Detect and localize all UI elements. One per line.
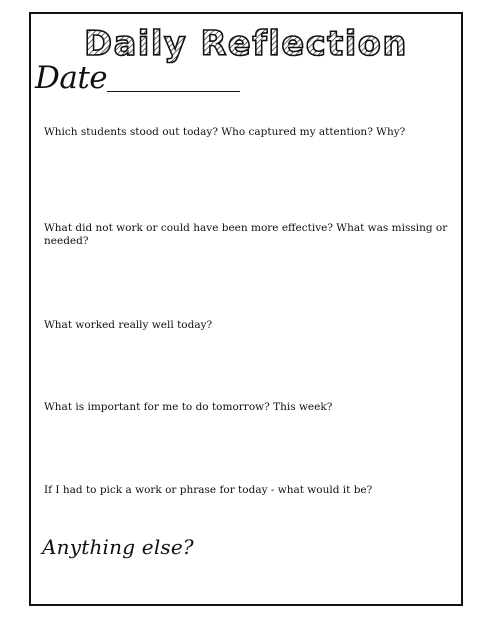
title-text: Daily Reflection: [84, 23, 408, 63]
worksheet-page: [29, 12, 463, 606]
date-underline: [107, 91, 240, 92]
anything-else-heading: Anything else?: [42, 535, 194, 559]
prompt-worked-well: What worked really well today?: [44, 319, 213, 331]
prompt-word-or-phrase: If I had to pick a work or phrase for today - what would it be?: [44, 484, 373, 496]
date-label: Date: [35, 60, 108, 96]
prompt-important-tomorrow: What is important for me to do tomorrow? This week?: [44, 401, 333, 413]
date-field: [35, 60, 295, 102]
prompt-not-effective: What did not work or could have been more effective? What was missing or needed?: [44, 222, 448, 247]
prompt-standout-students: Which students stood out today? Who captured my attention? Why?: [44, 126, 406, 138]
